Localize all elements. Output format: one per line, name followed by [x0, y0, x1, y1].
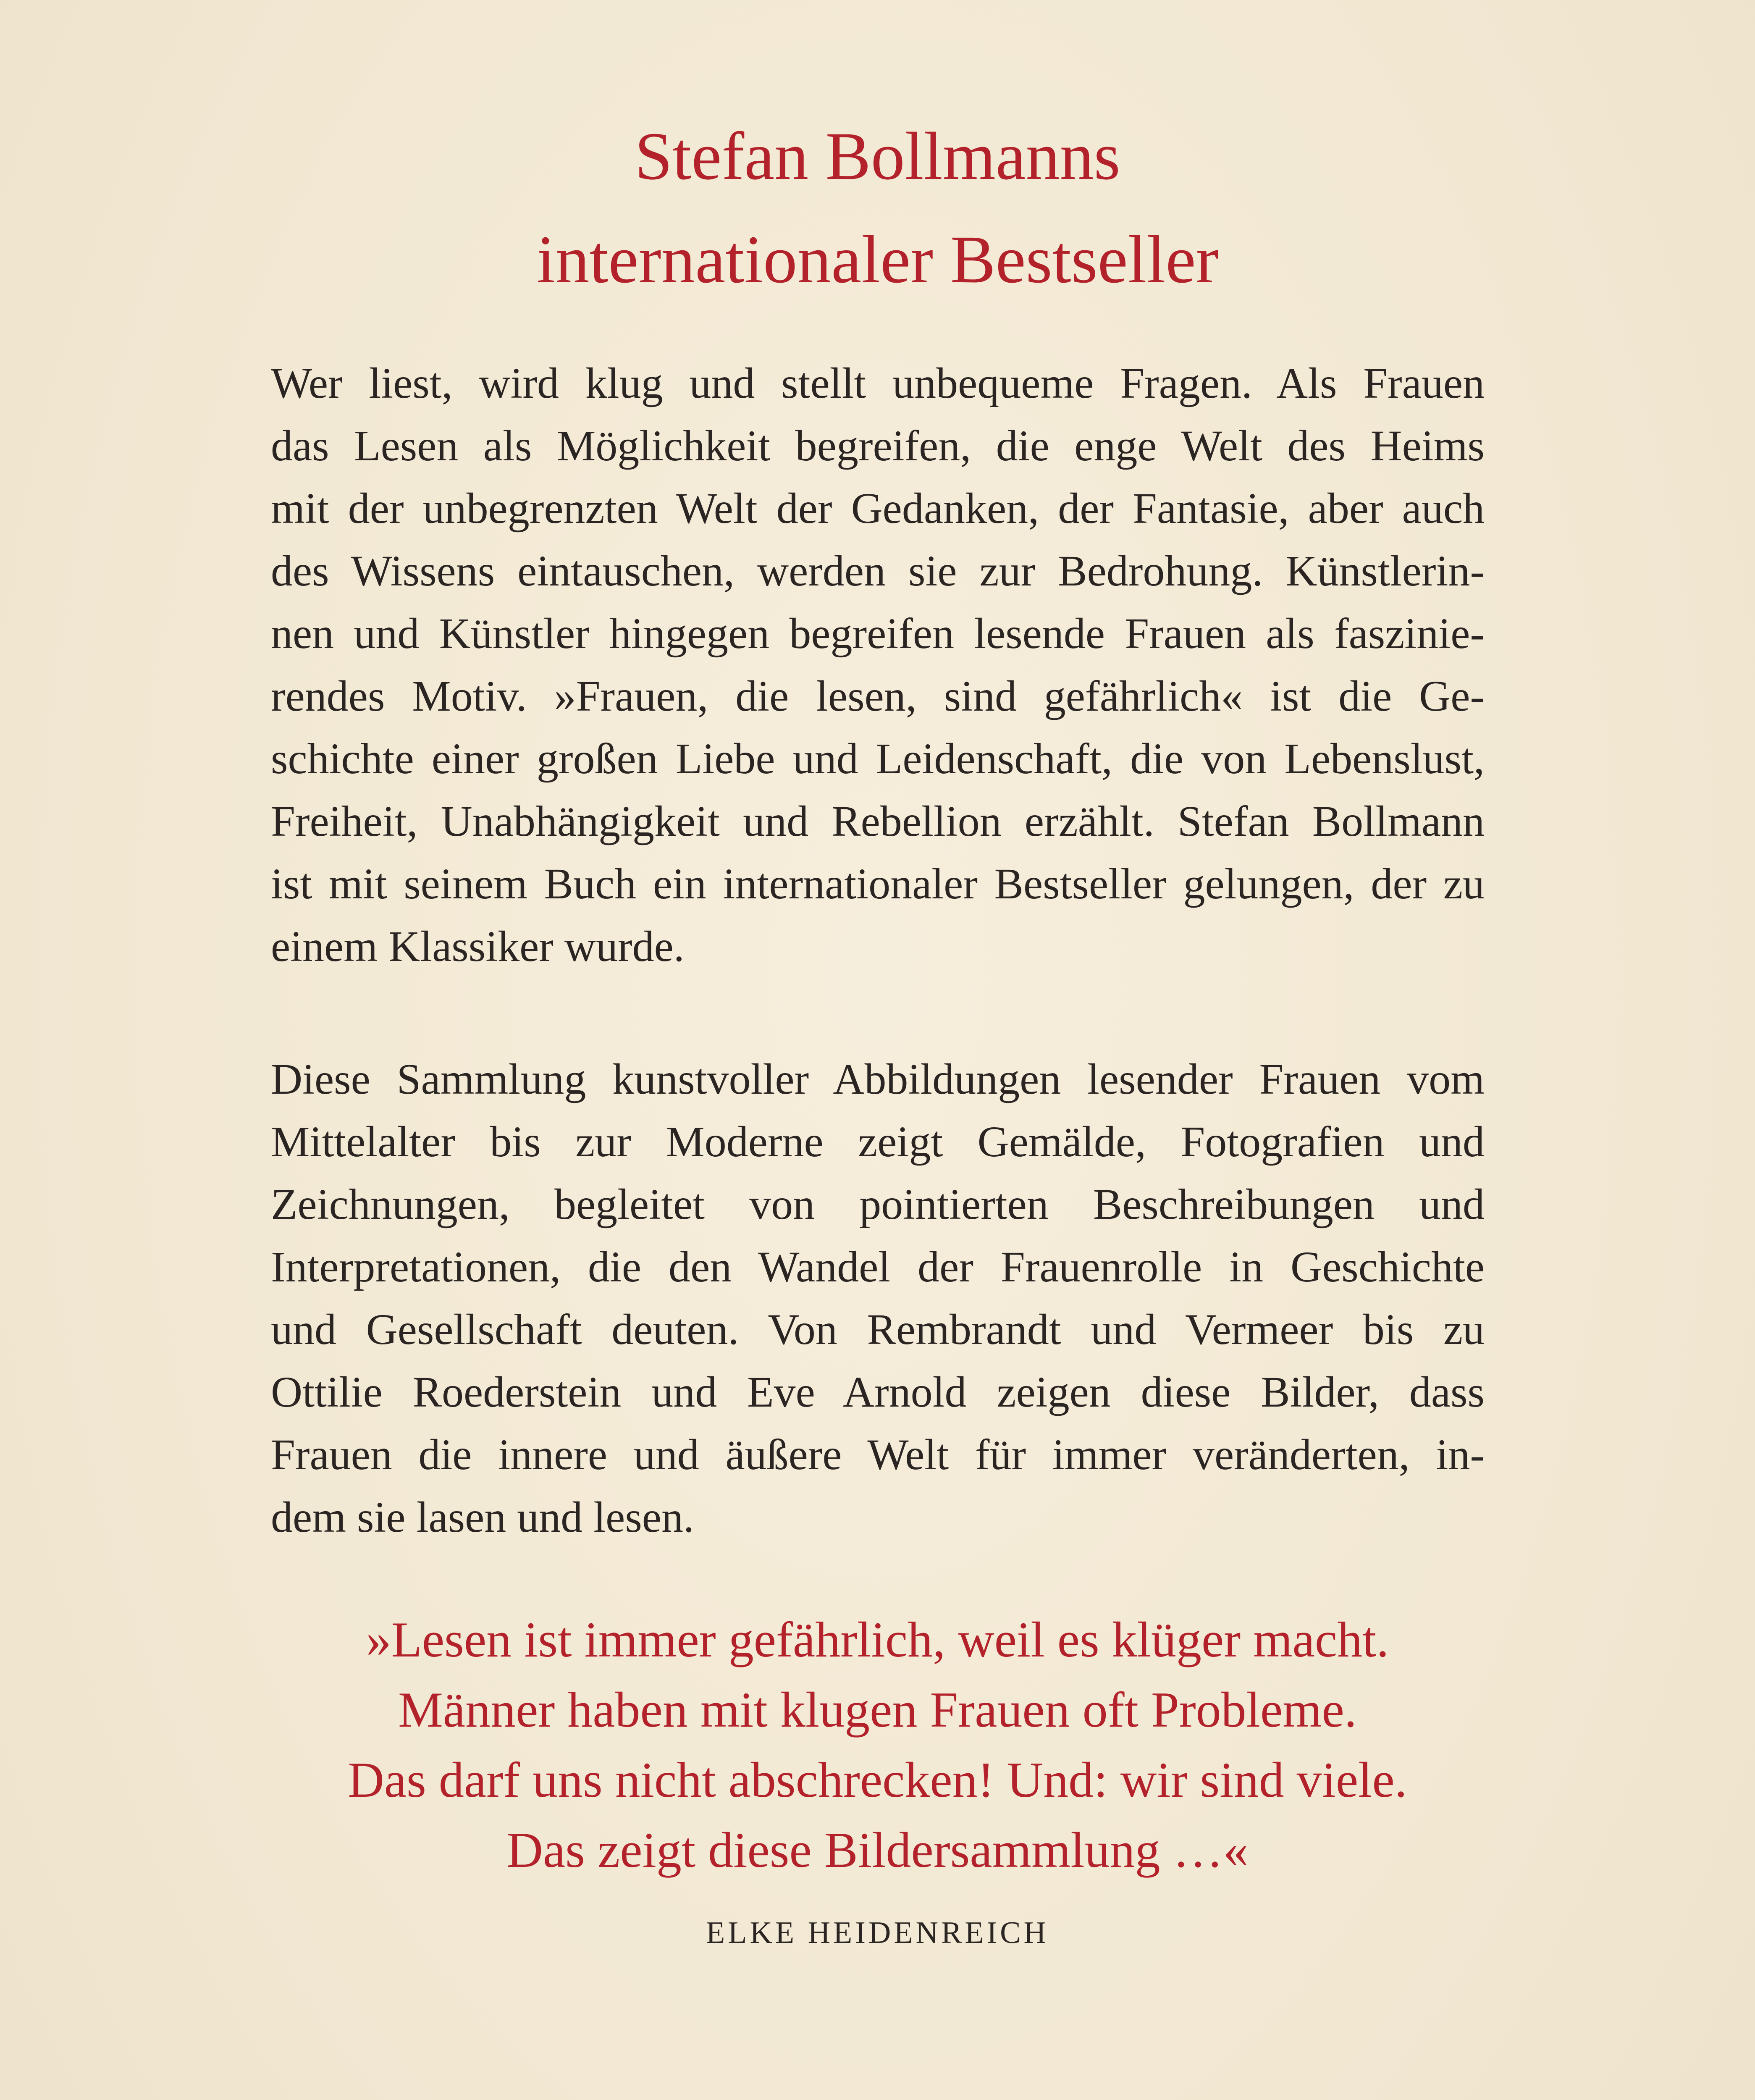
blurb-paragraph-2	[271, 1048, 1485, 1549]
paragraph-line: Ottilie Roederstein und Eve Arnold zeigen diese Bilder, dass	[271, 1368, 1485, 1416]
paragraph-line: nen und Künstler hingegen begreifen lesende Frauen als faszinie-	[271, 609, 1485, 658]
quote-line: Das darf uns nicht abschrecken! Und: wir sind viele.	[348, 1752, 1407, 1808]
paragraph-line: Frauen die innere und äußere Welt für immer veränderten, in-	[271, 1431, 1485, 1479]
headline-line-2: internationaler Bestseller	[536, 222, 1219, 297]
blurb-paragraph-1	[271, 352, 1485, 978]
headline-line-1: Stefan Bollmanns	[635, 119, 1120, 194]
paragraph-line: das Lesen als Möglichkeit begreifen, die enge Welt des Heims	[271, 422, 1485, 470]
paragraph-line: Freiheit, Unabhängigkeit und Rebellion erzählt. Stefan Bollmann	[271, 797, 1485, 845]
paragraph-line: Diese Sammlung kunstvoller Abbildungen lesender Frauen vom	[271, 1055, 1485, 1103]
paragraph-line: und Gesellschaft deuten. Von Rembrandt und Vermeer bis zu	[271, 1305, 1485, 1354]
paragraph-line: des Wissens eintauschen, werden sie zur Bedrohung. Künstlerin-	[271, 547, 1485, 595]
paragraph-line: mit der unbegrenzten Welt der Gedanken, der Fantasie, aber auch	[271, 484, 1485, 533]
paragraph-line: rendes Motiv. »Frauen, die lesen, sind gefährlich« ist die Ge-	[271, 672, 1485, 720]
paragraph-line: Interpretationen, die den Wandel der Frauenrolle in Geschichte	[271, 1243, 1485, 1291]
paragraph-line: ist mit seinem Buch ein internationaler Bestseller gelungen, der zu	[271, 860, 1485, 908]
pull-quote	[0, 1604, 1755, 1885]
paragraph-line: Zeichnungen, begleitet von pointierten Beschreibungen und	[271, 1180, 1485, 1228]
quote-line: »Lesen ist immer gefährlich, weil es klüger macht.	[366, 1612, 1389, 1667]
quote-line: Männer haben mit klugen Frauen oft Probleme.	[398, 1682, 1357, 1738]
paragraph-line: dem sie lasen und lesen.	[271, 1493, 694, 1541]
headline	[0, 105, 1755, 312]
paragraph-line: Mittelalter bis zur Moderne zeigt Gemälde, Fotografien und	[271, 1118, 1485, 1166]
quote-attribution: ELKE HEIDENREICH	[706, 1916, 1049, 1950]
paragraph-line: schichte einer großen Liebe und Leidenschaft, die von Lebenslust,	[271, 735, 1485, 783]
paragraph-line: Wer liest, wird klug und stellt unbequeme Fragen. Als Frauen	[271, 359, 1485, 407]
quote-line: Das zeigt diese Bildersammlung …«	[506, 1822, 1249, 1878]
paragraph-line: einem Klassiker wurde.	[271, 922, 685, 971]
